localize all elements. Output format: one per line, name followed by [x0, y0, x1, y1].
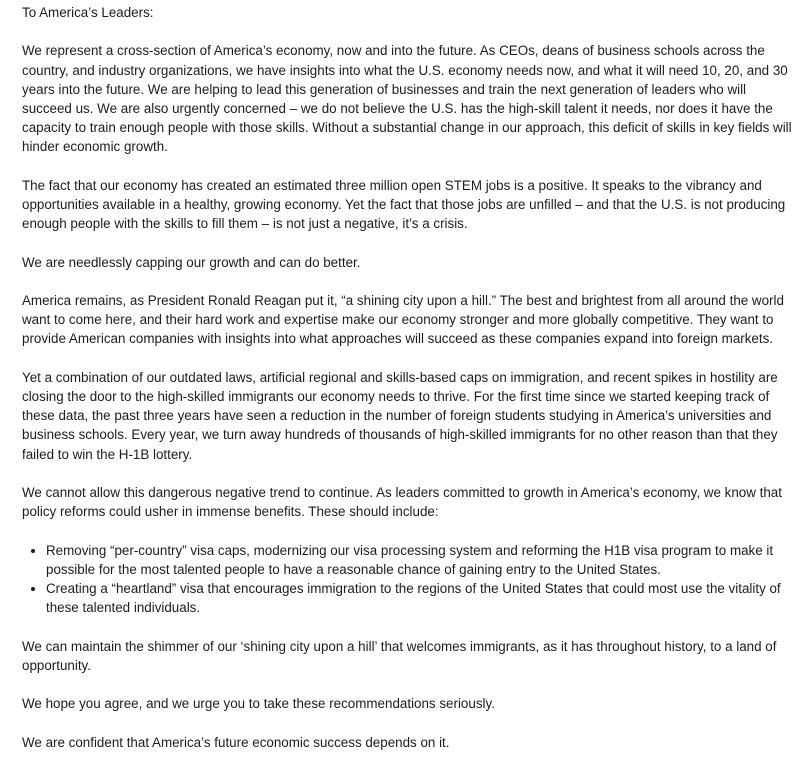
paragraph-shining-city: America remains, as President Ronald Reagan put it, “a shining city upon a hill.” The best and brightest from all around the world want to come here, and their hard work and expertise make our economy stronger and more globally competitive. They want to provide American companies with insights into what approaches will succeed as these companies expand into foreign markets.: [22, 292, 784, 347]
list-item: • Creating a “heartland” visa that encourages immigration to the regions of the United States that could most use the vitality of these talented individuals.: [46, 579, 792, 617]
paragraph-urge: We hope you agree, and we urge you to take these recommendations seriously.: [22, 696, 495, 712]
paragraph-policy-reforms: We cannot allow this dangerous negative trend to continue. As leaders committed to growth in America’s economy, we know that policy reforms could usher in immense benefits. These should include:: [22, 484, 782, 520]
list-item: • Removing “per-country” visa caps, modernizing our visa processing system and reforming the H1B visa program to make it possible for the most talented people to have a reasonable chance of gaining entry to the United States.: [46, 541, 792, 579]
letter-body: [22, 3, 792, 771]
paragraph-confident: We are confident that America’s future economic success depends on it.: [22, 734, 450, 750]
paragraph-capping-growth: We are needlessly capping our growth and can do better.: [22, 254, 361, 270]
paragraph-intro: We represent a cross-section of America’s economy, now and into the future. As CEOs, deans of business schools across the country, and industry organizations, we have insights into what the U.S. economy needs now, and what it will need 10, 20, and 30 years into the future. We are helping to lead this generation of businesses and train the next generation of leaders who will succeed us. We are also urgently concerned – we do not believe the U.S. has the high-skill talent it needs, nor does it have the capacity to train enough people with those skills. Without a substantial change in our approach, this deficit of skills in key fields will hinder economic growth.: [22, 43, 792, 155]
paragraph-outdated-laws: Yet a combination of our outdated laws, artificial regional and skills-based caps on immigration, and recent spikes in hostility are closing the door to the high-skilled immigrants our economy needs to thrive. For the first time since we started keeping track of these data, the past three years have seen a reduction in the number of foreign students studying in America’s universities and business schools. Every year, we turn away hundreds of thousands of high-skilled immigrants for no other reason than that they failed to win the H-1B lottery.: [22, 369, 778, 462]
letter-greeting: To America’s Leaders:: [22, 5, 154, 20]
recommendations-list: [22, 541, 792, 618]
paragraph-stem-jobs: The fact that our economy has created an estimated three million open STEM jobs is a positive. It speaks to the vibrancy and opportunities available in a healthy, growing economy. Yet the fact that those jobs are unfilled – and that the U.S. is not producing enough people with the skills to fill them – is not just a negative, it’s a crisis.: [22, 177, 786, 232]
paragraph-maintain-shimmer: We can maintain the shimmer of our ‘shining city upon a hill’ that welcomes immigrants, as it has throughout history, to a land of opportunity.: [22, 638, 777, 673]
